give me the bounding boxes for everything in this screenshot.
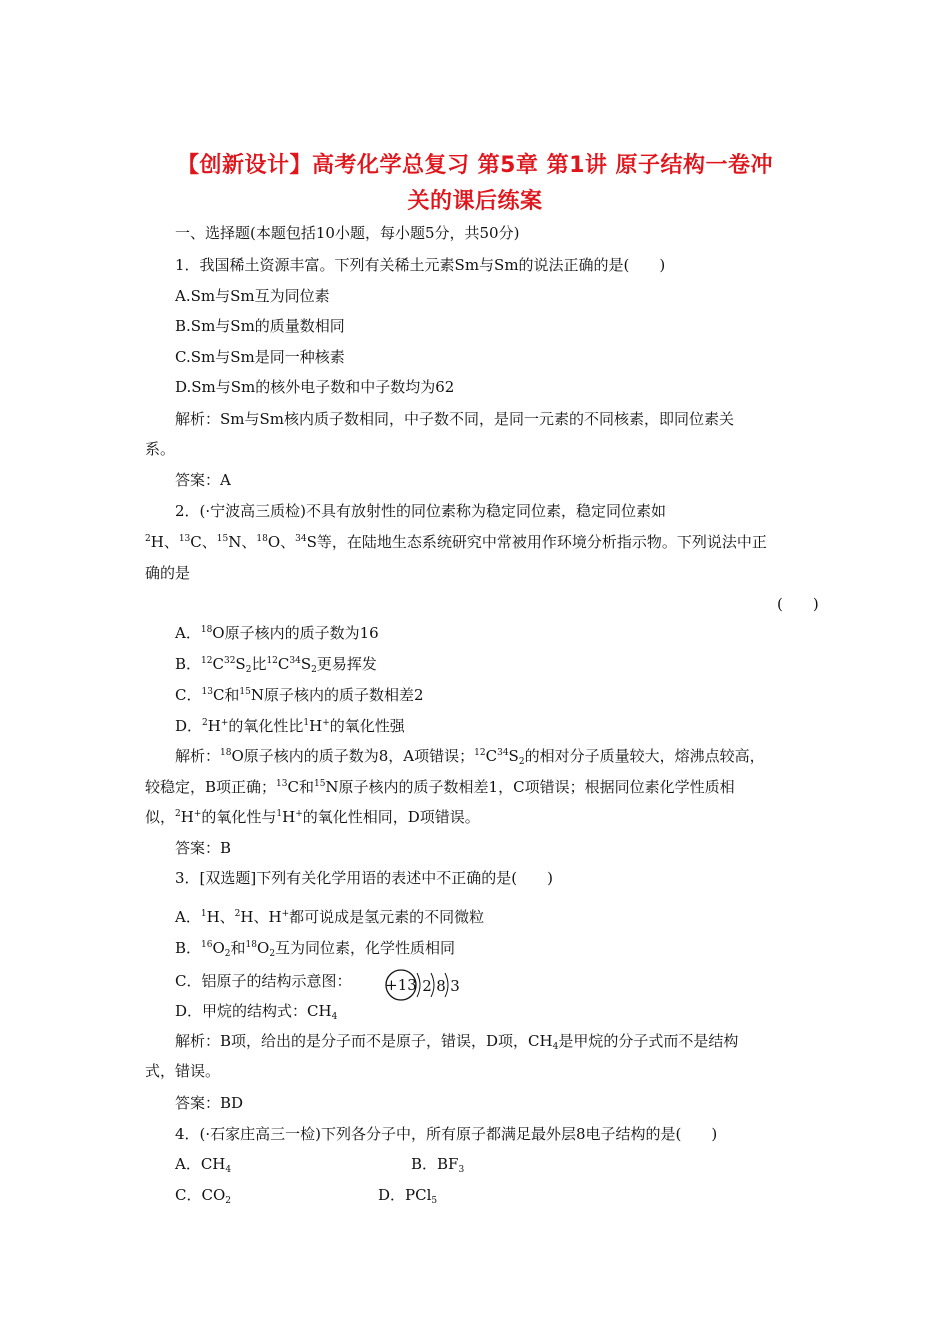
- nucleus-charge: +13: [385, 976, 417, 994]
- q3-stem: 3．[双选题]下列有关化学用语的表述中不正确的是( ): [175, 869, 553, 887]
- q2-analysis-1: 解析：$^{18}$O原子核内的质子数为8，A项错误；$^{12}C^{34}S_2$的相对分子质量较大，熔沸点较高，: [175, 747, 765, 767]
- q3-option-d: D．甲烷的结构式：$CH_4$: [175, 1002, 338, 1022]
- q2-stem-3: 确的是: [145, 564, 191, 582]
- q1-option-a: A.Sm与Sm互为同位素: [175, 287, 330, 305]
- q1-option-c: C.Sm与Sm是同一种核素: [175, 348, 345, 366]
- q3-answer: 答案：BD: [175, 1094, 244, 1112]
- q2-option-c: C．$^{13}$C和$^{15}$N原子核内的质子数相差2: [175, 686, 424, 704]
- q2-answer: 答案：B: [175, 839, 232, 857]
- q3-analysis-1: 解析：B项，给出的是分子而不是原子，错误，D项，$CH_4$是甲烷的分子式而不是结构: [175, 1032, 739, 1052]
- q1-analysis-2: 系。: [145, 440, 176, 458]
- q2-option-a: A．$^{18}$O原子核内的质子数为16: [175, 624, 379, 642]
- emphasis-dot-char: 不: [436, 869, 452, 887]
- section-heading: 一、选择题(本题包括10小题，每小题5分，共50分): [175, 224, 520, 242]
- shell-2-electrons: 8: [436, 977, 446, 995]
- q2-stem-1: 2．(·宁波高三质检)不具有放射性的同位素称为稳定同位素，稳定同位素如: [175, 502, 667, 520]
- doc-title-line2: 关的课后练案: [407, 189, 543, 214]
- q1-option-d: D.Sm与Sm的核外电子数和中子数均为62: [175, 378, 455, 396]
- q3-analysis-2: 式，错误。: [145, 1062, 221, 1080]
- q4-option-a: A．$CH_4$: [175, 1155, 232, 1175]
- q4-option-c: C．$CO_2$: [175, 1186, 231, 1206]
- q3-option-a: A．$^1$H、$^2$H、H+都可说成是氢元素的不同微粒: [175, 908, 485, 926]
- q2-option-b: B．$^{12}C^{32}S_2$比$^{12}C^{34}S_2$更易挥发: [175, 655, 377, 675]
- q3-option-c: C．铝原子的结构示意图：: [175, 972, 352, 990]
- q2-analysis-3: 似，$^2$H+的氧化性与$^1$H+的氧化性相同，D项错误。: [145, 808, 480, 826]
- q1-option-b: B.Sm与Sm的质量数相同: [175, 317, 345, 335]
- q2-answer-blank: ( ): [777, 595, 819, 613]
- q3-option-b: B．$^{16}O_2$和$^{18}O_2$互为同位素，化学性质相同: [175, 939, 456, 959]
- aluminum-atom-structure-diagram: [384, 967, 464, 1003]
- shell-1-electrons: 2: [422, 977, 432, 995]
- q2-stem-2: $^2$H、$^{13}$C、$^{15}$N、$^{18}$O、$^{34}$S等，在陆地生态系统研究中常被用作环境分析指示物。下列说法中正: [145, 533, 767, 551]
- q4-option-d: D．PCl$_5$: [378, 1186, 438, 1206]
- q2-analysis-2: 较稳定，B项正确；$^{13}$C和$^{15}$N原子核内的质子数相差1，C项错误；根据同位素化学性质相: [145, 778, 735, 796]
- doc-title-line1: 【创新设计】高考化学总复习 第5章 第1讲 原子结构一卷冲: [176, 153, 774, 178]
- electron-shell-1: [417, 973, 420, 997]
- q1-answer: 答案：A: [175, 471, 231, 489]
- shell-3-electrons: 3: [450, 977, 460, 995]
- q1-analysis-1: 解析：Sm与Sm核内质子数相同，中子数不同，是同一元素的不同核素，即同位素关: [175, 410, 735, 428]
- q4-stem: 4．(·石家庄高三一检)下列各分子中，所有原子都满足最外层8电子结构的是( ): [175, 1125, 718, 1143]
- q1-stem: 1．我国稀土资源丰富。下列有关稀土元素Sm与Sm的说法正确的是( ): [175, 256, 666, 274]
- q2-option-d: D．$^2$H+的氧化性比$^1$H+的氧化性强: [175, 717, 405, 735]
- q4-option-b: B．$BF_3$: [411, 1155, 465, 1175]
